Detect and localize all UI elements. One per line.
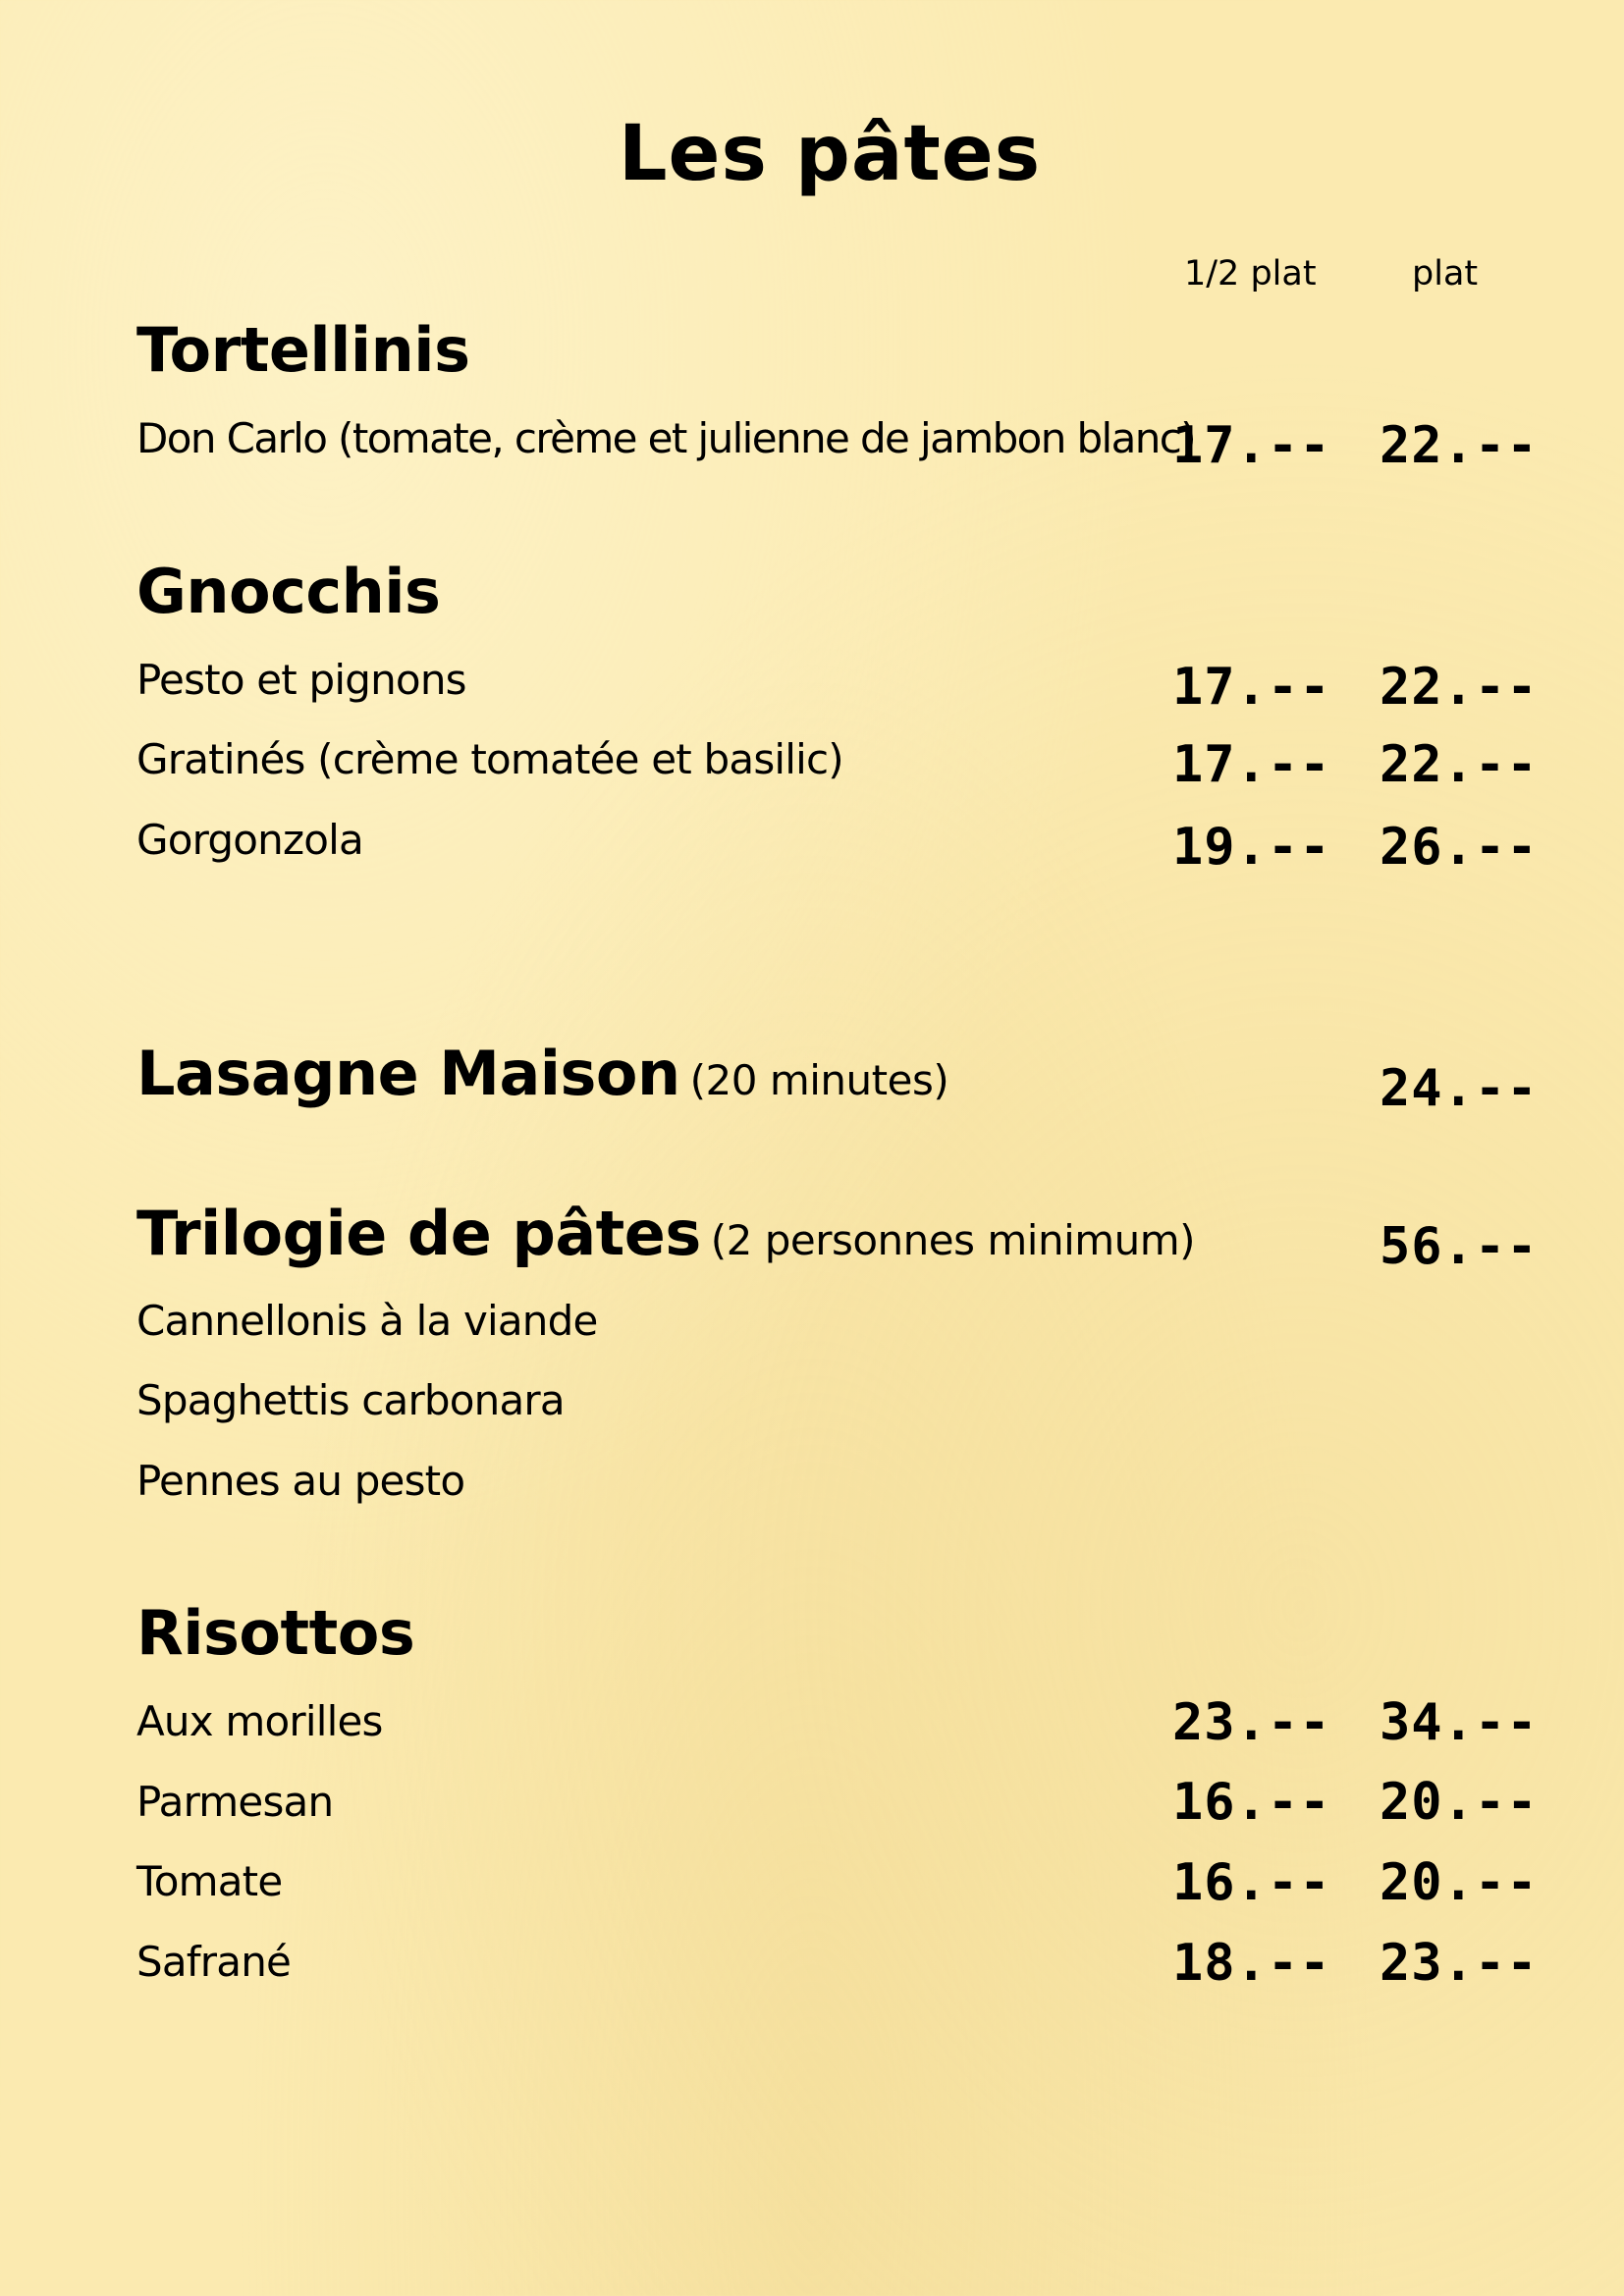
menu-item-name: Aux morilles: [136, 1697, 383, 1745]
price-full: 34.--: [1380, 1693, 1539, 1752]
price-full: 26.--: [1380, 818, 1539, 877]
price-half: 16.--: [1172, 1773, 1331, 1832]
column-header-half: 1/2 plat: [1184, 254, 1317, 294]
price-half: 17.--: [1172, 658, 1331, 717]
price-half: 23.--: [1172, 1693, 1331, 1752]
price-full: 20.--: [1380, 1853, 1539, 1912]
price-full: 22.--: [1380, 735, 1539, 794]
section-heading-gnocchis: Gnocchis: [136, 556, 441, 627]
section-heading-lasagne: [136, 1038, 949, 1109]
lasagne-note: (20 minutes): [689, 1056, 949, 1104]
price-half: 17.--: [1172, 735, 1331, 794]
trilogie-title: Trilogie de pâtes: [136, 1198, 701, 1269]
price-half: 17.--: [1172, 416, 1331, 475]
price-half: 19.--: [1172, 818, 1331, 877]
price-full: 22.--: [1380, 416, 1539, 475]
trilogie-note: (2 personnes minimum): [710, 1216, 1196, 1264]
price-full: 20.--: [1380, 1773, 1539, 1832]
page-title: Les pâtes: [618, 110, 1042, 198]
price-full: 24.--: [1380, 1059, 1539, 1118]
price-half: 16.--: [1172, 1853, 1331, 1912]
menu-item-name: Gorgonzola: [136, 816, 363, 864]
price-half: 18.--: [1172, 1934, 1331, 1993]
price-full: 22.--: [1380, 658, 1539, 717]
price-full: 56.--: [1380, 1217, 1539, 1276]
column-header-full: plat: [1412, 254, 1479, 294]
menu-item-name: Pennes au pesto: [136, 1457, 465, 1505]
menu-item-name: Pesto et pignons: [136, 656, 466, 704]
menu-item-name: Tomate: [136, 1857, 283, 1905]
lasagne-title: Lasagne Maison: [136, 1038, 680, 1109]
menu-item-name: Spaghettis carbonara: [136, 1376, 565, 1424]
menu-item-name: Safrané: [136, 1938, 292, 1986]
section-heading-trilogie: [136, 1198, 1196, 1269]
section-heading-risottos: Risottos: [136, 1597, 415, 1669]
section-heading-tortellinis: Tortellinis: [136, 314, 470, 386]
menu-item-name: Parmesan: [136, 1778, 334, 1826]
menu-item-name: Don Carlo (tomate, crème et julienne de jambon blanc): [136, 414, 1196, 462]
menu-item-name: Cannellonis à la viande: [136, 1297, 598, 1345]
menu-item-name: Gratinés (crème tomatée et basilic): [136, 735, 843, 783]
price-full: 23.--: [1380, 1934, 1539, 1993]
